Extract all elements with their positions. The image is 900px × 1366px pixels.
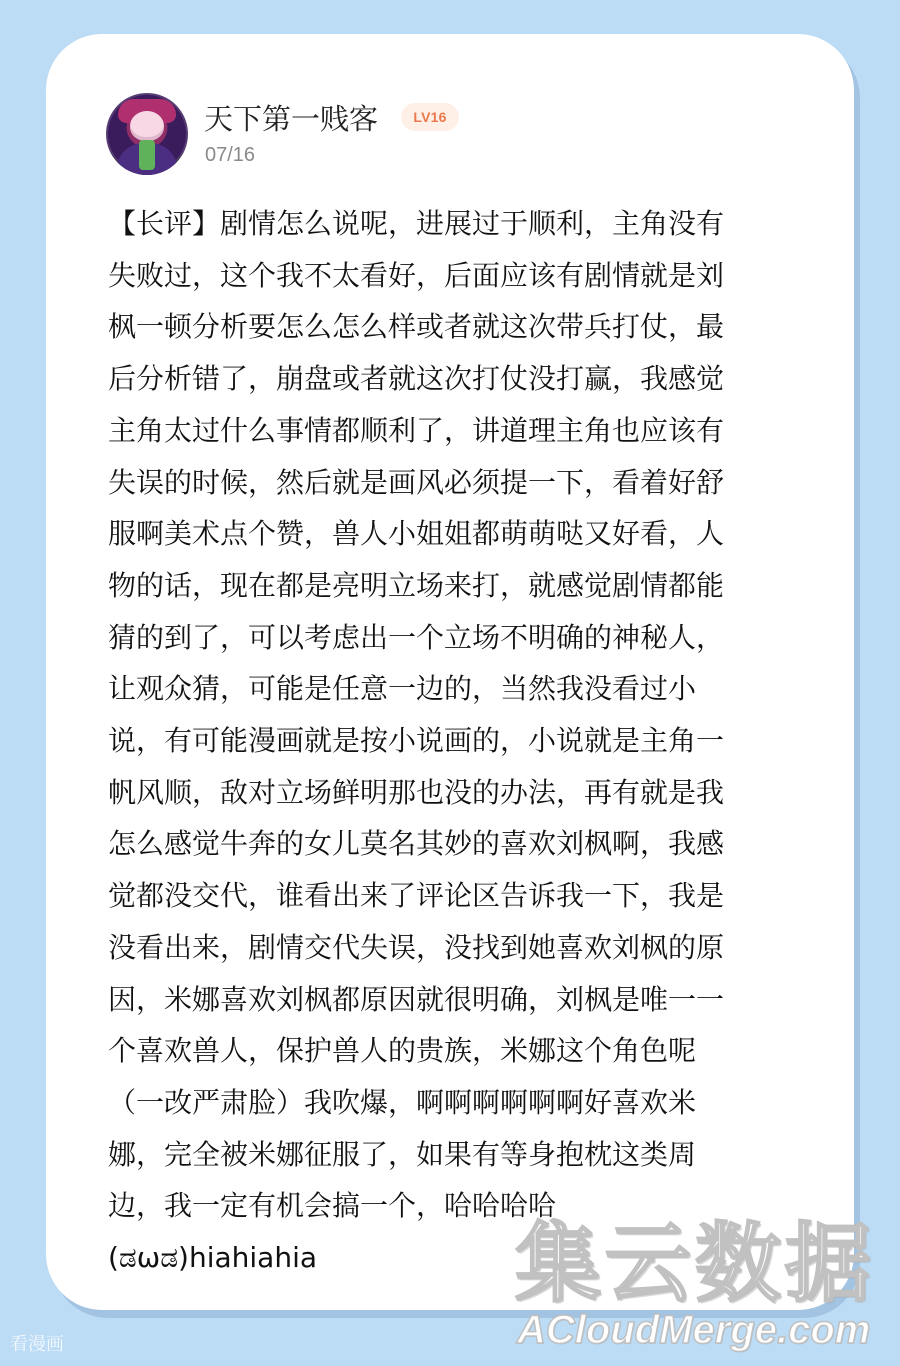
comment-line-8: 物的话，现在都是亮明立场来打，就感觉剧情都能 [108,568,725,602]
comment-line-9: 猜的到了，可以考虑出一个立场不明确的神秘人， [108,620,725,654]
post-date: 07/16 [205,144,256,166]
comment-line-21: (ಡωಡ)hiahiahia [108,1241,318,1275]
comment-line-1: 【长评】剧情怎么说呢，进展过于顺利，主角没有 [108,207,725,240]
comment-line-3: 枫一顿分析要怎么怎么样或者就这次带兵打仗，最 [108,310,725,344]
comment-line-14: 觉都没交代，谁看出来了评论区告诉我一下，我是 [108,879,725,913]
user-avatar[interactable] [106,93,188,175]
watermark-left: 看漫画 [10,1334,64,1355]
watermark-cn: 集云数据 [515,1214,875,1314]
username[interactable]: 天下第一贱客 [204,102,379,136]
comment-line-15: 没看出来，剧情交代失误，没找到她喜欢刘枫的原 [108,930,725,964]
comment-line-4: 后分析错了，崩盘或者就这次打仗没打赢，我感觉 [108,362,725,396]
watermark-en: ACloudMerge.com [517,1308,871,1352]
comment-line-2: 失败过，这个我不太看好，后面应该有剧情就是刘 [108,258,725,292]
avatar-face [130,111,164,141]
comment-line-20: 边，我一定有机会搞一个，哈哈哈哈 [108,1189,557,1223]
comment-text [108,198,798,1284]
comment-line-5: 主角太过什么事情都顺利了，讲道理主角也应该有 [108,413,725,447]
comment-line-16: 因，米娜喜欢刘枫都原因就很明确，刘枫是唯一一 [108,982,725,1016]
watermark-main [515,1214,885,1352]
comment-line-18: （一改严肃脸）我吹爆，啊啊啊啊啊啊好喜欢米 [108,1085,697,1119]
comment-line-17: 个喜欢兽人，保护兽人的贵族，米娜这个角色呢 [108,1034,697,1068]
comment-line-12: 帆风顺，敌对立场鲜明那也没的办法，再有就是我 [108,775,725,809]
comment-line-10: 让观众猜，可能是任意一边的，当然我没看过小 [108,672,697,706]
comment-line-11: 说，有可能漫画就是按小说画的，小说就是主角一 [108,724,725,758]
comment-line-13: 怎么感觉牛奔的女儿莫名其妙的喜欢刘枫啊，我感 [108,827,725,861]
avatar-scarf [139,140,155,170]
comment-line-19: 娜，完全被米娜征服了，如果有等身抱枕这类周 [108,1137,697,1171]
level-badge: LV16 [401,103,459,131]
comment-line-6: 失误的时候，然后就是画风必须提一下，看着好舒 [108,465,725,499]
comment-line-7: 服啊美术点个赞，兽人小姐姐都萌萌哒又好看，人 [108,517,725,551]
